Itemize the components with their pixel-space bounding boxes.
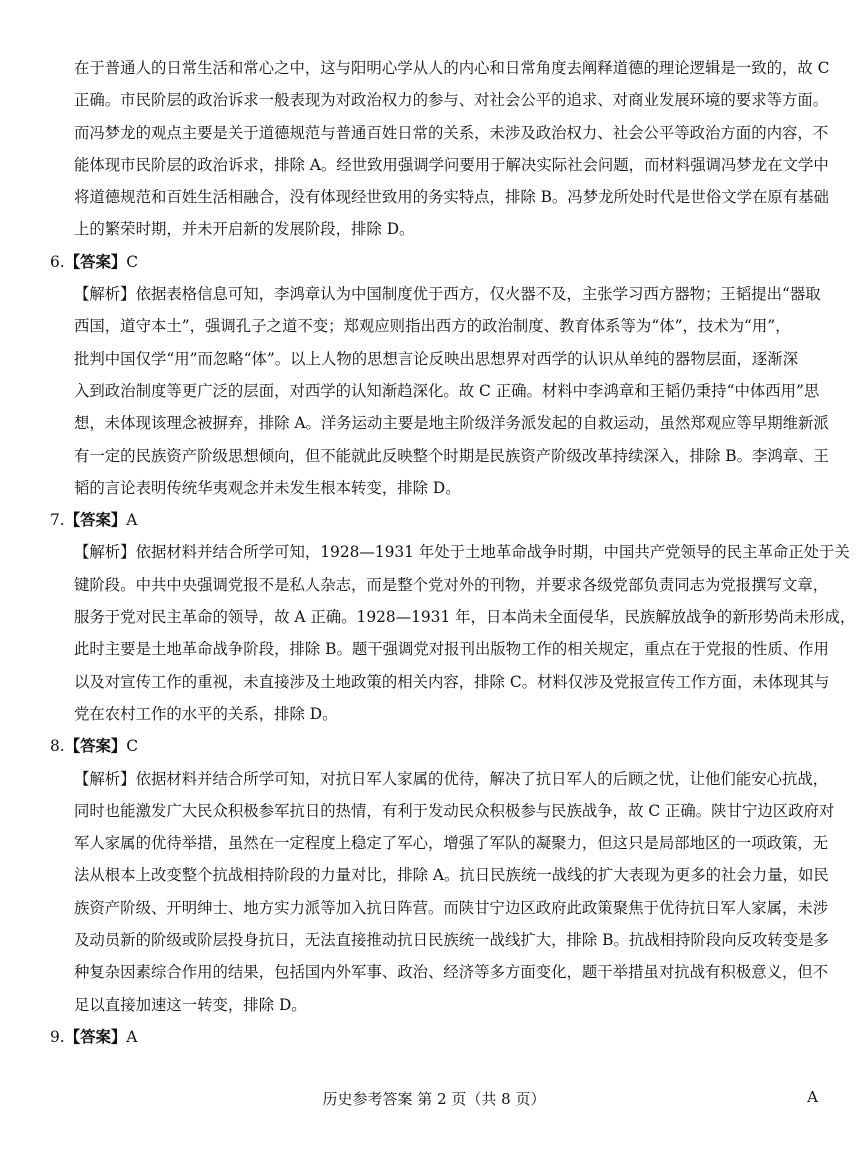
answer-label: 【答案】 [64,1027,127,1046]
text-line: 在于普通人的日常生活和常心之中，这与阳明心学从人的内心和日常角度去阐释道德的理论逻辑是一致的，故 C [74,59,830,77]
text-line: 军人家属的优待举措，虽然在一定程度上稳定了军心，增强了军队的凝聚力，但这只是局部地区的一项政策，无 [74,834,829,853]
answer-line-6 [50,246,820,278]
answer-label: 【答案】 [64,511,127,530]
text-line: 西国，道守本土”，强调孔子之道不变；郑观应则指出西方的政治制度、教育体系等为“体”，技术为“用”， [74,317,791,336]
text-line: 族资产阶级、开明绅士、地方实力派等加入抗日阵营。而陕甘宁边区政府此政策聚焦于优待抗日军人家属，未涉 [74,898,829,917]
answer-value: C [126,252,139,271]
text-line: 入到政治制度等更广泛的层面，对西学的认知渐趋深化。故 C 正确。材料中李鸿章和王韬仍秉持“中体西用”思 [74,381,820,400]
answer-line-8 [50,730,820,762]
question-number: 7. [50,511,65,530]
text-line: 种复杂因素综合作用的结果，包括国内外军事、政治、经济等多方面变化，题干举措虽对抗战有积极意义，但不 [74,963,829,982]
text-line: 批判中国仅学“用”而忽略“体”。以上人物的思想言论反映出思想界对西学的认识从单纯的器物层面，逐渐深 [74,349,799,368]
text-line: 法从根本上改变整个抗战相持阶段的力量对比，排除 A。抗日民族统一战线的扩大表现为更多的社会力量，如民 [74,866,829,885]
explanation-block [50,536,856,730]
answer-label: 【答案】 [64,252,127,271]
question-number: 9. [50,1027,65,1046]
text-line: 能体现市民阶层的政治诉求，排除 A。经世致用强调学问要用于解决实际社会问题，而材料强调冯梦龙在文学中 [74,155,829,174]
page-footer: 历史参考答案 第 2 页（共 8 页） [322,1090,546,1108]
text-line: 将道德规范和百姓生活相融合，没有体现经世致用的务实特点，排除 B。冯梦龙所处时代是世俗文学在原有基础 [74,188,829,207]
answer-line-9 [50,1021,820,1053]
text-line: 【解析】依据材料并结合所学可知，1928—1931 年处于土地革命战争时期，中国共产党领导的民主革命正处于关 [74,543,850,562]
text-line: 上的繁荣时期，并未开启新的发展阶段，排除 D。 [74,220,415,239]
text-line: 及动员新的阶级或阶层投身抗日，无法直接推动抗日民族统一战线扩大，排除 B。抗战相持阶段向反攻转变是多 [74,931,829,950]
question-number: 8. [50,737,65,756]
answer-line-7 [50,504,820,536]
answer-value: A [126,511,138,530]
text-line: 【解析】依据材料并结合所学可知，对抗日军人家属的优待，解决了抗日军人的后顾之忧，让他们能安心抗战， [74,769,829,788]
text-line: 同时也能激发广大民众积极参军抗日的热情，有利于发动民众积极参与民族战争，故 C 正确。陕甘宁边区政府对 [74,801,835,820]
text-line: 服务于党对民主革命的领导，故 A 正确。1928—1931 年，日本尚未全面侵华，民族解放战争的新形势尚未形成， [74,608,856,627]
answer-label: 【答案】 [64,737,127,756]
answer-value: C [126,737,139,756]
document-body [50,52,856,1053]
paper-version-mark: A [807,1088,818,1106]
text-line: 党在农村工作的水平的关系，排除 D。 [74,704,338,723]
question-number: 6. [50,252,65,271]
explanation-block [50,763,835,1021]
explanation-block [50,278,829,504]
text-line: 想，未体现该理念被摒弃，排除 A。洋务运动主要是地主阶级洋务派发起的自救运动，虽然郑观应等早期维新派 [74,414,829,433]
text-line: 此时主要是土地革命战争阶段，排除 B。题干强调党对报刊出版物工作的相关规定，重点在于党报的性质、作用 [74,640,829,659]
text-line: 而冯梦龙的观点主要是关于道德规范与普通百姓日常的关系，未涉及政治权力、社会公平等政治方面的内容，不 [74,123,829,142]
text-line: 足以直接加速这一转变，排除 D。 [74,995,307,1014]
answer-value: A [126,1027,138,1046]
text-line: 正确。市民阶层的政治诉求一般表现为对政治权力的参与、对社会公平的追求、对商业发展环境的要求等方面。 [74,91,829,110]
explanation-block [50,52,830,246]
text-line: 以及对宣传工作的重视，未直接涉及土地政策的相关内容，排除 C。材料仅涉及党报宣传工作方面，未体现其与 [74,672,830,691]
text-line: 键阶段。中共中央强调党报不是私人杂志，而是整个党对外的刊物，并要求各级党部负责同志为党报撰写文章， [74,575,829,594]
text-line: 有一定的民族资产阶级思想倾向，但不能就此反映整个时期是民族资产阶级改革持续深入，排除 B。李鸿章、王 [74,446,829,465]
text-line: 【解析】依据表格信息可知，李鸿章认为中国制度优于西方，仅火器不及，主张学习西方器物；王韬提出“器取 [74,285,821,304]
text-line: 韬的言论表明传统华夷观念并未发生根本转变，排除 D。 [74,478,461,497]
